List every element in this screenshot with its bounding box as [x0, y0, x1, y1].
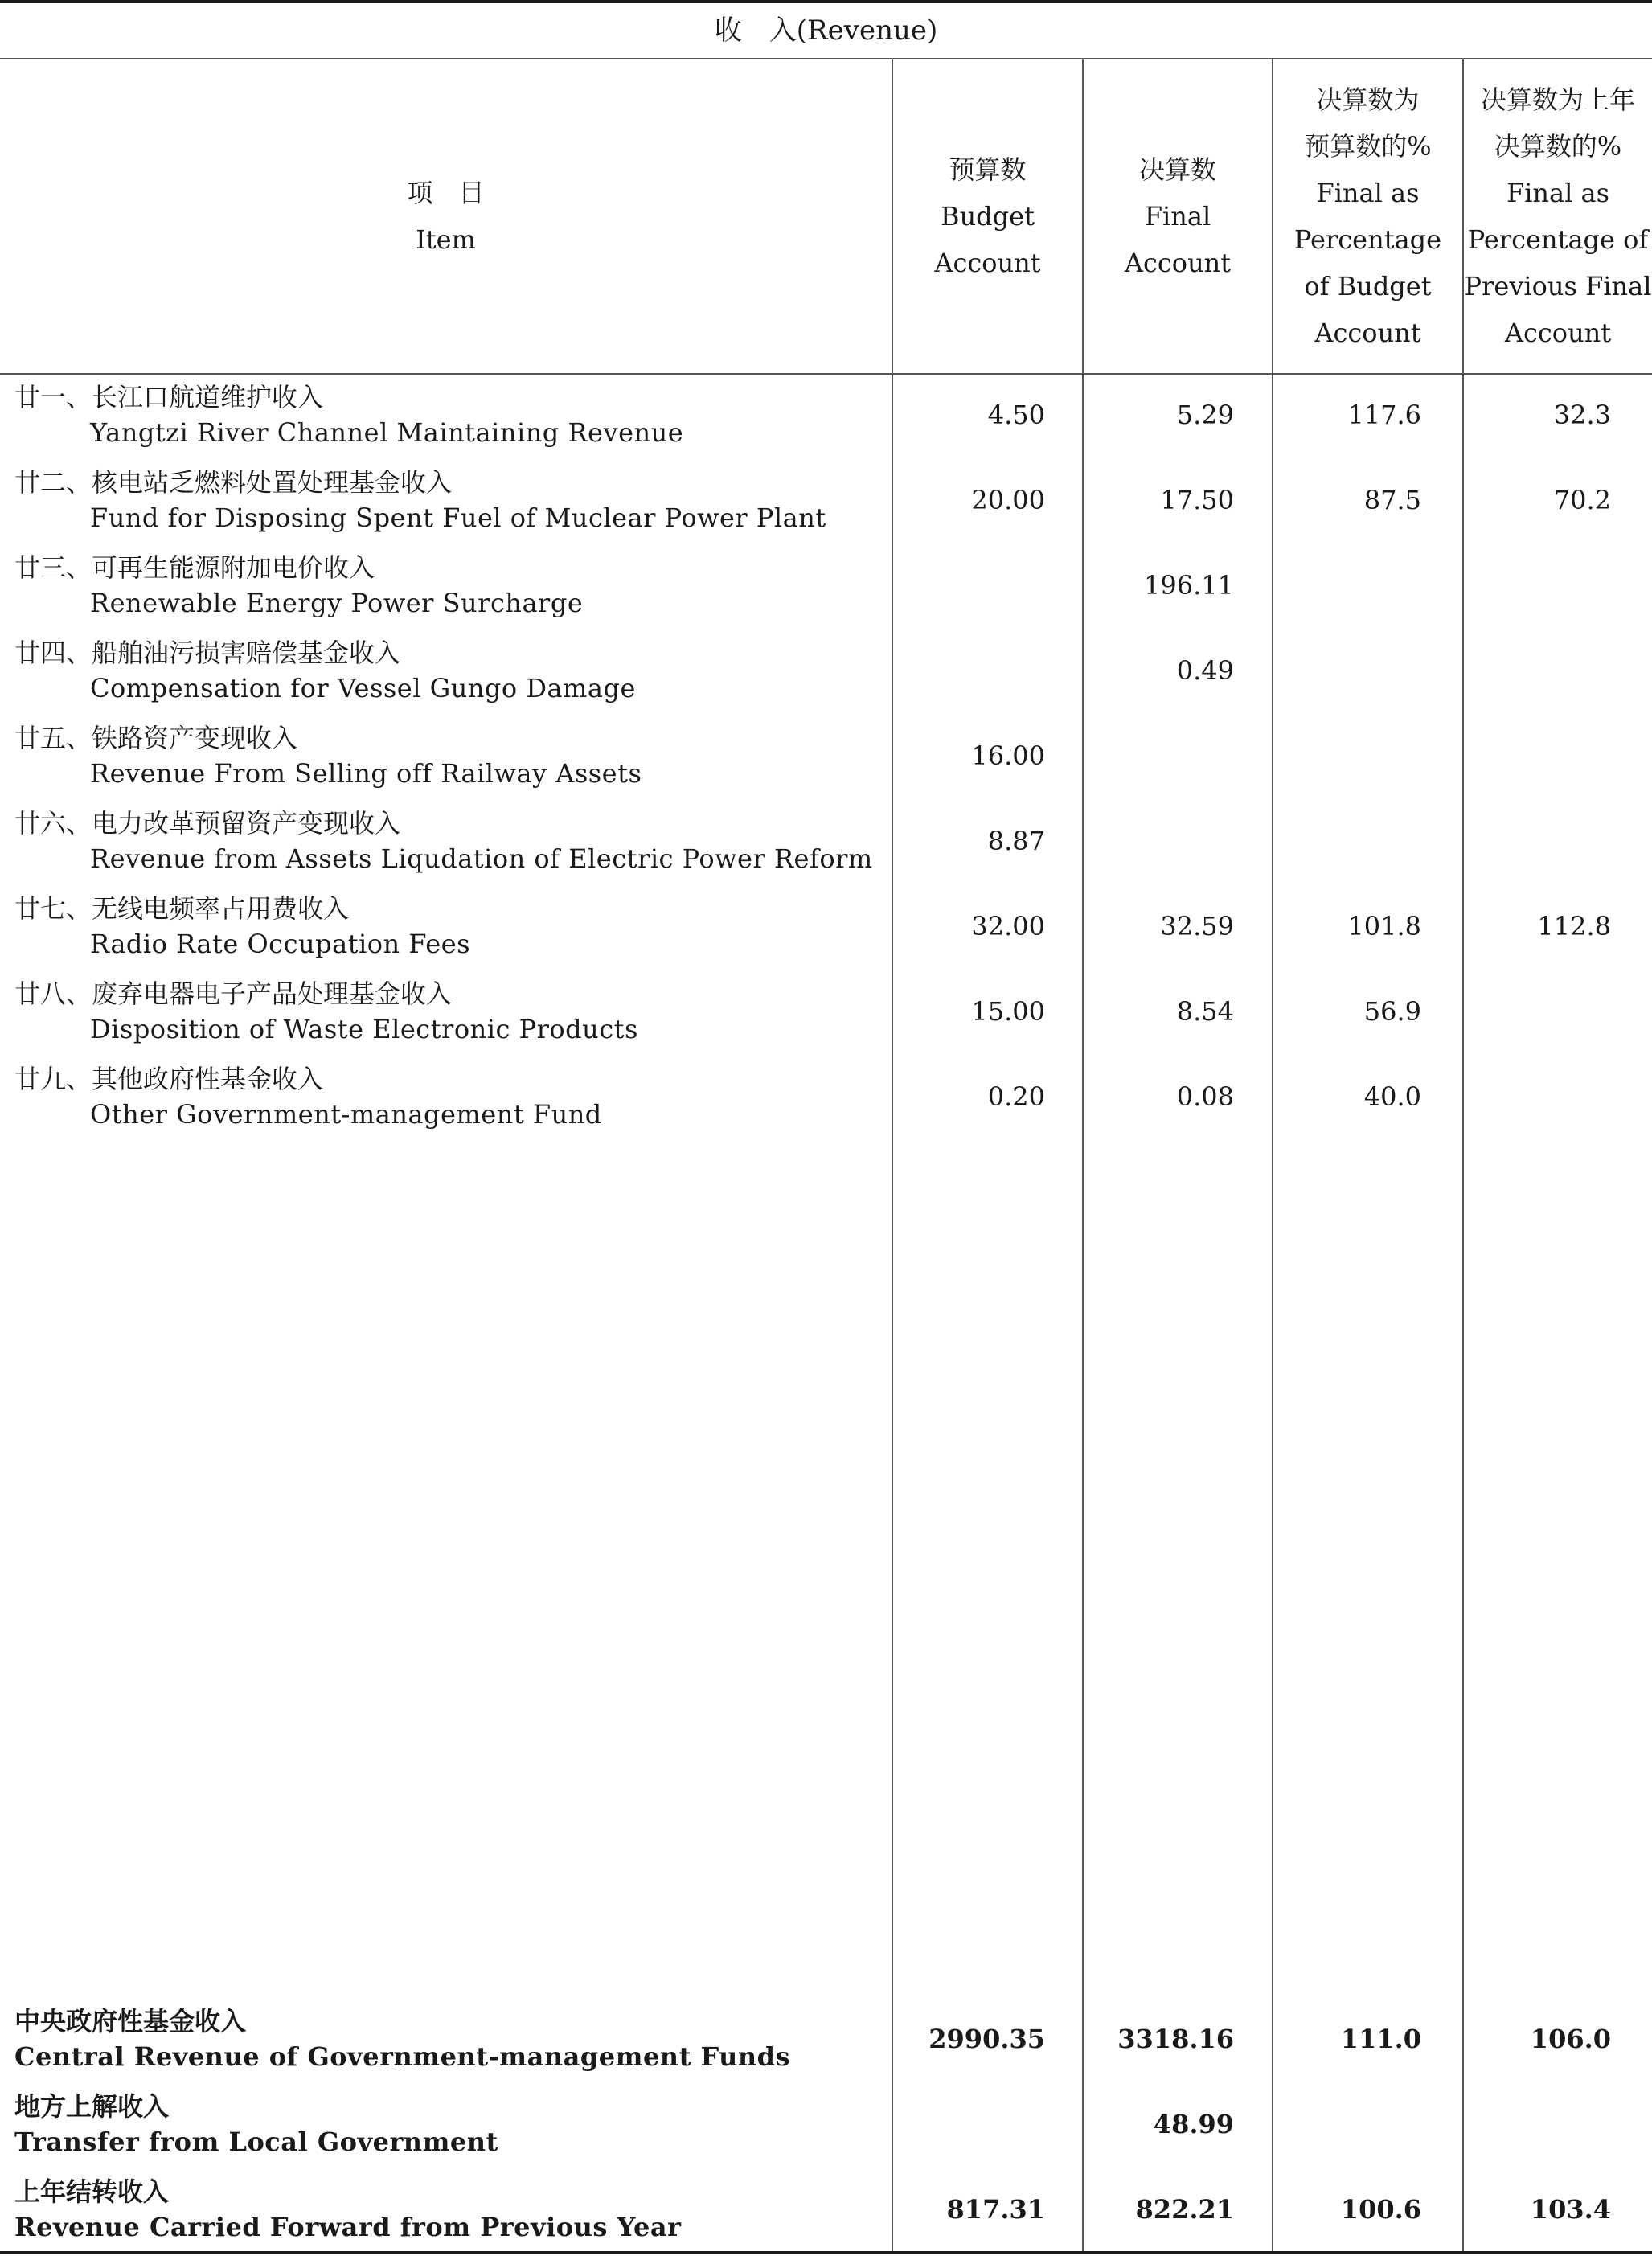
table-row: [0, 376, 1652, 460]
table-row: [0, 1058, 1652, 1142]
row-item-cn: 廿八、废弃电器电子产品处理基金收入: [14, 978, 453, 1009]
table-title: 收 入(Revenue): [714, 14, 938, 47]
row-budget: 4.50: [987, 400, 1045, 430]
total-row: [0, 2000, 1652, 2084]
header-final-line: Final: [1144, 201, 1211, 232]
total-item-en: Transfer from Local Government: [14, 2127, 498, 2157]
header-budget-line: Account: [934, 248, 1041, 278]
row-pct-prev: 70.2: [1553, 485, 1611, 515]
total-item-en: Revenue Carried Forward from Previous Year: [14, 2212, 682, 2242]
header-final-line: 决算数: [1138, 154, 1216, 185]
header-pct-budget-line: of Budget: [1304, 271, 1432, 301]
total-item-cn: 地方上解收入: [14, 2091, 170, 2122]
row-item-cn: 廿三、可再生能源附加电价收入: [14, 552, 375, 583]
row-final: 17.50: [1160, 485, 1234, 515]
row-item-cn: 廿四、船舶油污损害赔偿基金收入: [14, 638, 401, 668]
total-row: [0, 2171, 1652, 2254]
header-pct-prev-line: 决算数的%: [1494, 131, 1622, 162]
row-pct-budget: 101.8: [1347, 911, 1421, 941]
row-item-en: Disposition of Waste Electronic Products: [90, 1014, 638, 1044]
total-budget: 2990.35: [928, 2024, 1045, 2054]
row-item-cn: 廿七、无线电频率占用费收入: [14, 893, 350, 924]
header-pct-prev: [1464, 59, 1652, 373]
row-item-en: Fund for Disposing Spent Fuel of Muclear Power Plant: [90, 502, 826, 533]
row-item-cn: 廿九、其他政府性基金收入: [14, 1064, 324, 1094]
row-budget: 20.00: [971, 485, 1045, 515]
header-final: [1084, 59, 1272, 373]
header-pct-budget-line: Account: [1314, 318, 1421, 348]
header-pct-prev-line: Account: [1504, 318, 1612, 348]
row-final: 0.08: [1176, 1081, 1234, 1112]
row-pct-prev: 32.3: [1553, 400, 1611, 430]
row-pct-budget: 56.9: [1363, 996, 1421, 1027]
header-pct-budget-line: 决算数为: [1316, 84, 1420, 115]
header-budget-line: Budget: [941, 201, 1035, 232]
row-item-en: Renewable Energy Power Surcharge: [90, 588, 584, 618]
header-final-line: Account: [1124, 248, 1232, 278]
header-item-en: Item: [416, 224, 476, 255]
row-final: 196.11: [1144, 570, 1234, 601]
header-pct-prev-line: Percentage of: [1467, 224, 1649, 255]
row-pct-budget: 117.6: [1347, 400, 1421, 430]
header-pct-prev-line: Final as: [1506, 178, 1610, 208]
row-item-en: Compensation for Vessel Gungo Damage: [90, 673, 636, 703]
row-item-en: Yangtzi River Channel Maintaining Revenue: [90, 417, 684, 448]
total-item-cn: 上年结转收入: [14, 2176, 170, 2207]
header-rule: [0, 373, 1652, 375]
row-pct-budget: 40.0: [1363, 1081, 1421, 1112]
total-pct-budget: 111.0: [1340, 2024, 1421, 2054]
row-item-en: Other Government-management Fund: [90, 1099, 602, 1130]
row-final: 5.29: [1176, 400, 1234, 430]
table-row: [0, 547, 1652, 630]
row-item-en: Radio Rate Occupation Fees: [90, 929, 471, 959]
row-budget: 16.00: [971, 740, 1045, 771]
total-item-cn: 中央政府性基金收入: [14, 2006, 247, 2037]
total-pct-prev: 106.0: [1530, 2024, 1611, 2054]
row-final: 0.49: [1176, 655, 1234, 686]
total-final: 3318.16: [1117, 2024, 1234, 2054]
header-pct-budget-line: 预算数的%: [1304, 131, 1432, 162]
row-final: 32.59: [1160, 911, 1234, 941]
row-item-en: Revenue from Assets Liqudation of Electric Power Reform: [90, 843, 873, 874]
table-row: [0, 461, 1652, 545]
header-item-cn: 项 目: [407, 178, 485, 208]
total-budget: 817.31: [946, 2194, 1045, 2225]
header-budget-line: 预算数: [949, 154, 1027, 185]
table-row: [0, 802, 1652, 886]
row-budget: 0.20: [987, 1081, 1045, 1112]
table-row: [0, 888, 1652, 971]
row-budget: 8.87: [987, 826, 1045, 856]
total-item-en: Central Revenue of Government-management Funds: [14, 2041, 791, 2072]
header-pct-prev-line: 决算数为上年: [1480, 84, 1635, 115]
header-item: [0, 59, 892, 373]
total-row: [0, 2086, 1652, 2169]
row-item-cn: 廿二、核电站乏燃料处置处理基金收入: [14, 467, 453, 498]
row-pct-budget: 87.5: [1363, 485, 1421, 515]
row-item-cn: 廿六、电力改革预留资产变现收入: [14, 808, 401, 839]
header-pct-budget-line: Final as: [1316, 178, 1420, 208]
total-final: 822.21: [1135, 2194, 1234, 2225]
top-rule: [0, 0, 1652, 3]
total-final: 48.99: [1153, 2109, 1234, 2139]
row-item-cn: 廿五、铁路资产变现收入: [14, 723, 298, 753]
total-pct-budget: 100.6: [1340, 2194, 1421, 2225]
header-budget: [893, 59, 1082, 373]
row-item-cn: 廿一、长江口航道维护收入: [14, 382, 324, 412]
header-pct-budget: [1273, 59, 1462, 373]
total-pct-prev: 103.4: [1530, 2194, 1611, 2225]
table-row: [0, 632, 1652, 716]
table-row: [0, 717, 1652, 801]
row-pct-prev: 112.8: [1537, 911, 1611, 941]
table-row: [0, 973, 1652, 1056]
header-pct-budget-line: Percentage: [1293, 224, 1442, 255]
row-budget: 15.00: [971, 996, 1045, 1027]
row-item-en: Revenue From Selling off Railway Assets: [90, 758, 642, 789]
row-final: 8.54: [1176, 996, 1234, 1027]
row-budget: 32.00: [971, 911, 1045, 941]
header-pct-prev-line: Previous Final: [1464, 271, 1652, 301]
